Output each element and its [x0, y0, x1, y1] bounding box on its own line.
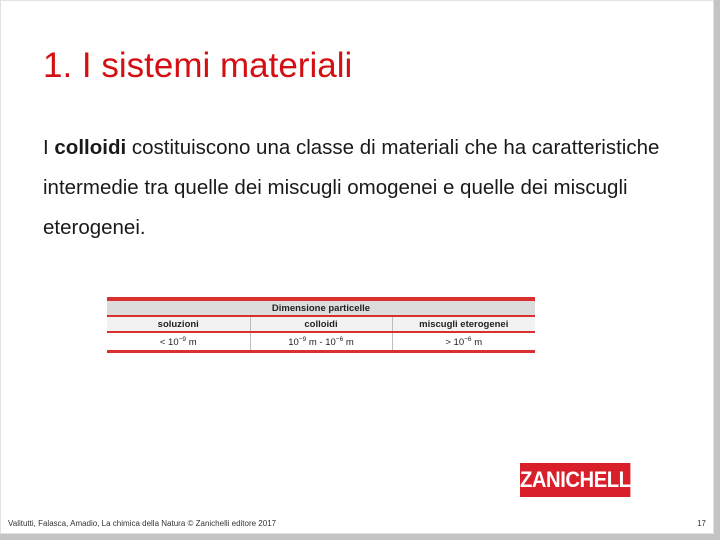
table-row — [107, 333, 535, 350]
slide-title: 1. I sistemi materiali — [43, 46, 353, 85]
cell-solutions-size: < $10^{-9}$ m — [107, 333, 250, 350]
table-rule-bottom — [107, 350, 535, 353]
slide-body-text — [43, 128, 663, 248]
page-number: 17 — [697, 519, 706, 528]
body-rest: costituiscono una classe di materiali che ha caratteristiche intermedie tra quelle dei miscugli omogenei e quelle dei miscugli eterogenei. — [43, 136, 660, 239]
column-header-solutions: soluzioni — [107, 317, 250, 331]
cell-colloids-size: $10^{-9}$ m - $10^{-6}$ m — [250, 333, 392, 350]
table-header-row — [107, 317, 535, 331]
body-bold-term: colloidi — [54, 136, 127, 159]
column-header-heterogeneous: miscugli eterogenei — [392, 317, 535, 331]
particle-size-table — [107, 297, 535, 353]
table-group-header-row — [107, 301, 535, 315]
column-header-colloids: colloidi — [250, 317, 392, 331]
table-group-header: Dimensione particelle — [107, 301, 535, 315]
body-prefix: I — [43, 136, 55, 159]
cell-heterogeneous-size: > $10^{-6}$ m — [392, 333, 535, 350]
footer-credit: Valitutti, Falasca, Amadio, La chimica della Natura © Zanichelli editore 2017 — [8, 519, 277, 528]
zanichelli-logo: ZANICHELLI — [520, 463, 630, 497]
